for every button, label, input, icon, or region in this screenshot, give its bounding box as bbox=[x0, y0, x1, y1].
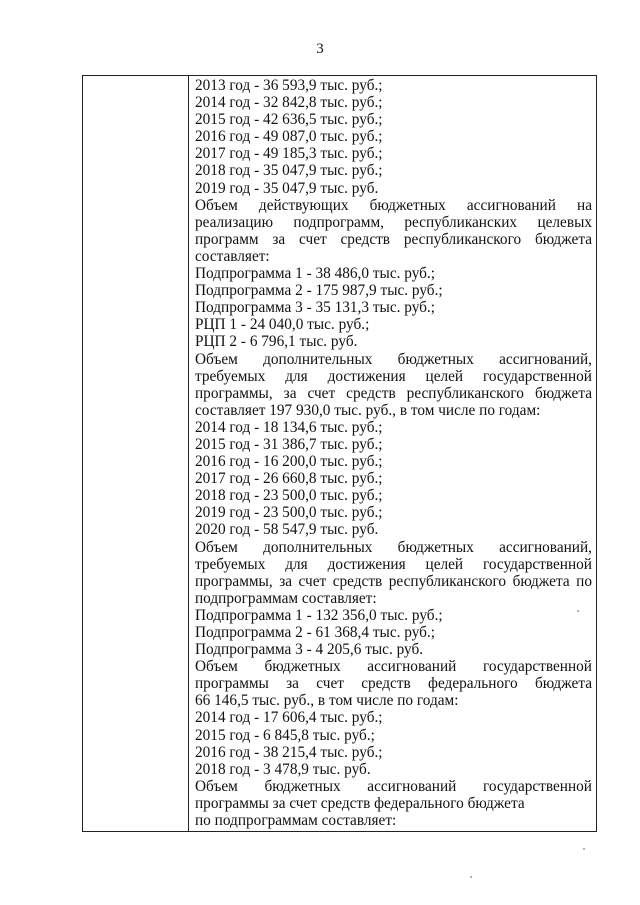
text-line: программы за счет средств федерального бюджета bbox=[195, 675, 592, 693]
text-line: 2020 год - 58 547,9 тыс. руб. bbox=[195, 521, 379, 539]
text-line: программы, за счет средств республиканского бюджета по bbox=[195, 572, 592, 590]
text-line: 2015 год - 6 845,8 тыс. руб.; bbox=[195, 726, 375, 744]
text-line: требуемых для достижения целей государственной bbox=[195, 555, 592, 573]
scan-speck bbox=[470, 876, 472, 878]
text-line: 2018 год - 35 047,9 тыс. руб.; bbox=[195, 162, 383, 180]
text-line: Подпрограмма 2 - 175 987,9 тыс. руб.; bbox=[195, 282, 443, 300]
text-line: 2019 год - 35 047,9 тыс. руб. bbox=[195, 179, 379, 197]
text-line: 2018 год - 3 478,9 тыс. руб. bbox=[195, 760, 371, 778]
text-line: Подпрограмма 1 - 38 486,0 тыс. руб.; bbox=[195, 265, 436, 283]
text-line: реализацию подпрограмм, республиканских целевых bbox=[195, 213, 592, 231]
text-line: Объем дополнительных бюджетных ассигнований, bbox=[195, 350, 592, 368]
scan-speck bbox=[577, 610, 579, 612]
text-line: Подпрограмма 1 - 132 356,0 тыс. руб.; bbox=[195, 606, 443, 624]
text-line: программ за счет средств республиканского бюджета bbox=[195, 230, 592, 248]
text-line: 2017 год - 49 185,3 тыс. руб.; bbox=[195, 145, 383, 163]
text-line: 2016 год - 49 087,0 тыс. руб.; bbox=[195, 128, 383, 146]
text-line: 2015 год - 42 636,5 тыс. руб.; bbox=[195, 111, 383, 129]
text-line: 66 146,5 тыс. руб., в том числе по годам: bbox=[195, 692, 459, 710]
text-line: 2018 год - 23 500,0 тыс. руб.; bbox=[195, 487, 383, 505]
text-line: составляет: bbox=[195, 247, 270, 265]
text-line: программы за счет средств федерального бюджета bbox=[195, 794, 525, 812]
text-line: Объем бюджетных ассигнований государственной bbox=[195, 777, 592, 795]
text-line: требуемых для достижения целей государственной bbox=[195, 367, 592, 385]
text-line: Объем действующих бюджетных ассигнований на bbox=[195, 196, 592, 214]
table-column-divider bbox=[188, 75, 189, 832]
text-line: 2014 год - 17 606,4 тыс. руб.; bbox=[195, 709, 383, 727]
text-line: Объем бюджетных ассигнований государственной bbox=[195, 658, 592, 676]
text-line: составляет 197 930,0 тыс. руб., в том числе по годам: bbox=[195, 401, 541, 419]
text-line: подпрограммам составляет: bbox=[195, 589, 377, 607]
scan-speck bbox=[583, 848, 585, 850]
text-line: Подпрограмма 3 - 35 131,3 тыс. руб.; bbox=[195, 299, 436, 317]
text-line: 2016 год - 38 215,4 тыс. руб.; bbox=[195, 743, 383, 761]
text-line: программы, за счет средств республиканского бюджета bbox=[195, 384, 592, 402]
table-text-cell bbox=[195, 77, 592, 829]
text-line: Подпрограмма 3 - 4 205,6 тыс. руб. bbox=[195, 641, 424, 659]
text-line: 2016 год - 16 200,0 тыс. руб.; bbox=[195, 453, 383, 471]
text-line: Объем дополнительных бюджетных ассигнований, bbox=[195, 538, 592, 556]
text-line: 2019 год - 23 500,0 тыс. руб.; bbox=[195, 504, 383, 522]
text-line: 2014 год - 32 842,8 тыс. руб.; bbox=[195, 94, 383, 112]
text-line: 2014 год - 18 134,6 тыс. руб.; bbox=[195, 418, 383, 436]
text-line: Подпрограмма 2 - 61 368,4 тыс. руб.; bbox=[195, 624, 436, 641]
text-line: 2015 год - 31 386,7 тыс. руб.; bbox=[195, 435, 383, 453]
text-line: по подпрограммам составляет: bbox=[195, 812, 397, 830]
text-line: 2013 год - 36 593,9 тыс. руб.; bbox=[195, 77, 383, 94]
text-line: 2017 год - 26 660,8 тыс. руб.; bbox=[195, 470, 383, 488]
text-line: РЦП 2 - 6 796,1 тыс. руб. bbox=[195, 333, 358, 351]
page-number: 3 bbox=[316, 41, 324, 57]
text-line: РЦП 1 - 24 040,0 тыс. руб.; bbox=[195, 316, 370, 334]
